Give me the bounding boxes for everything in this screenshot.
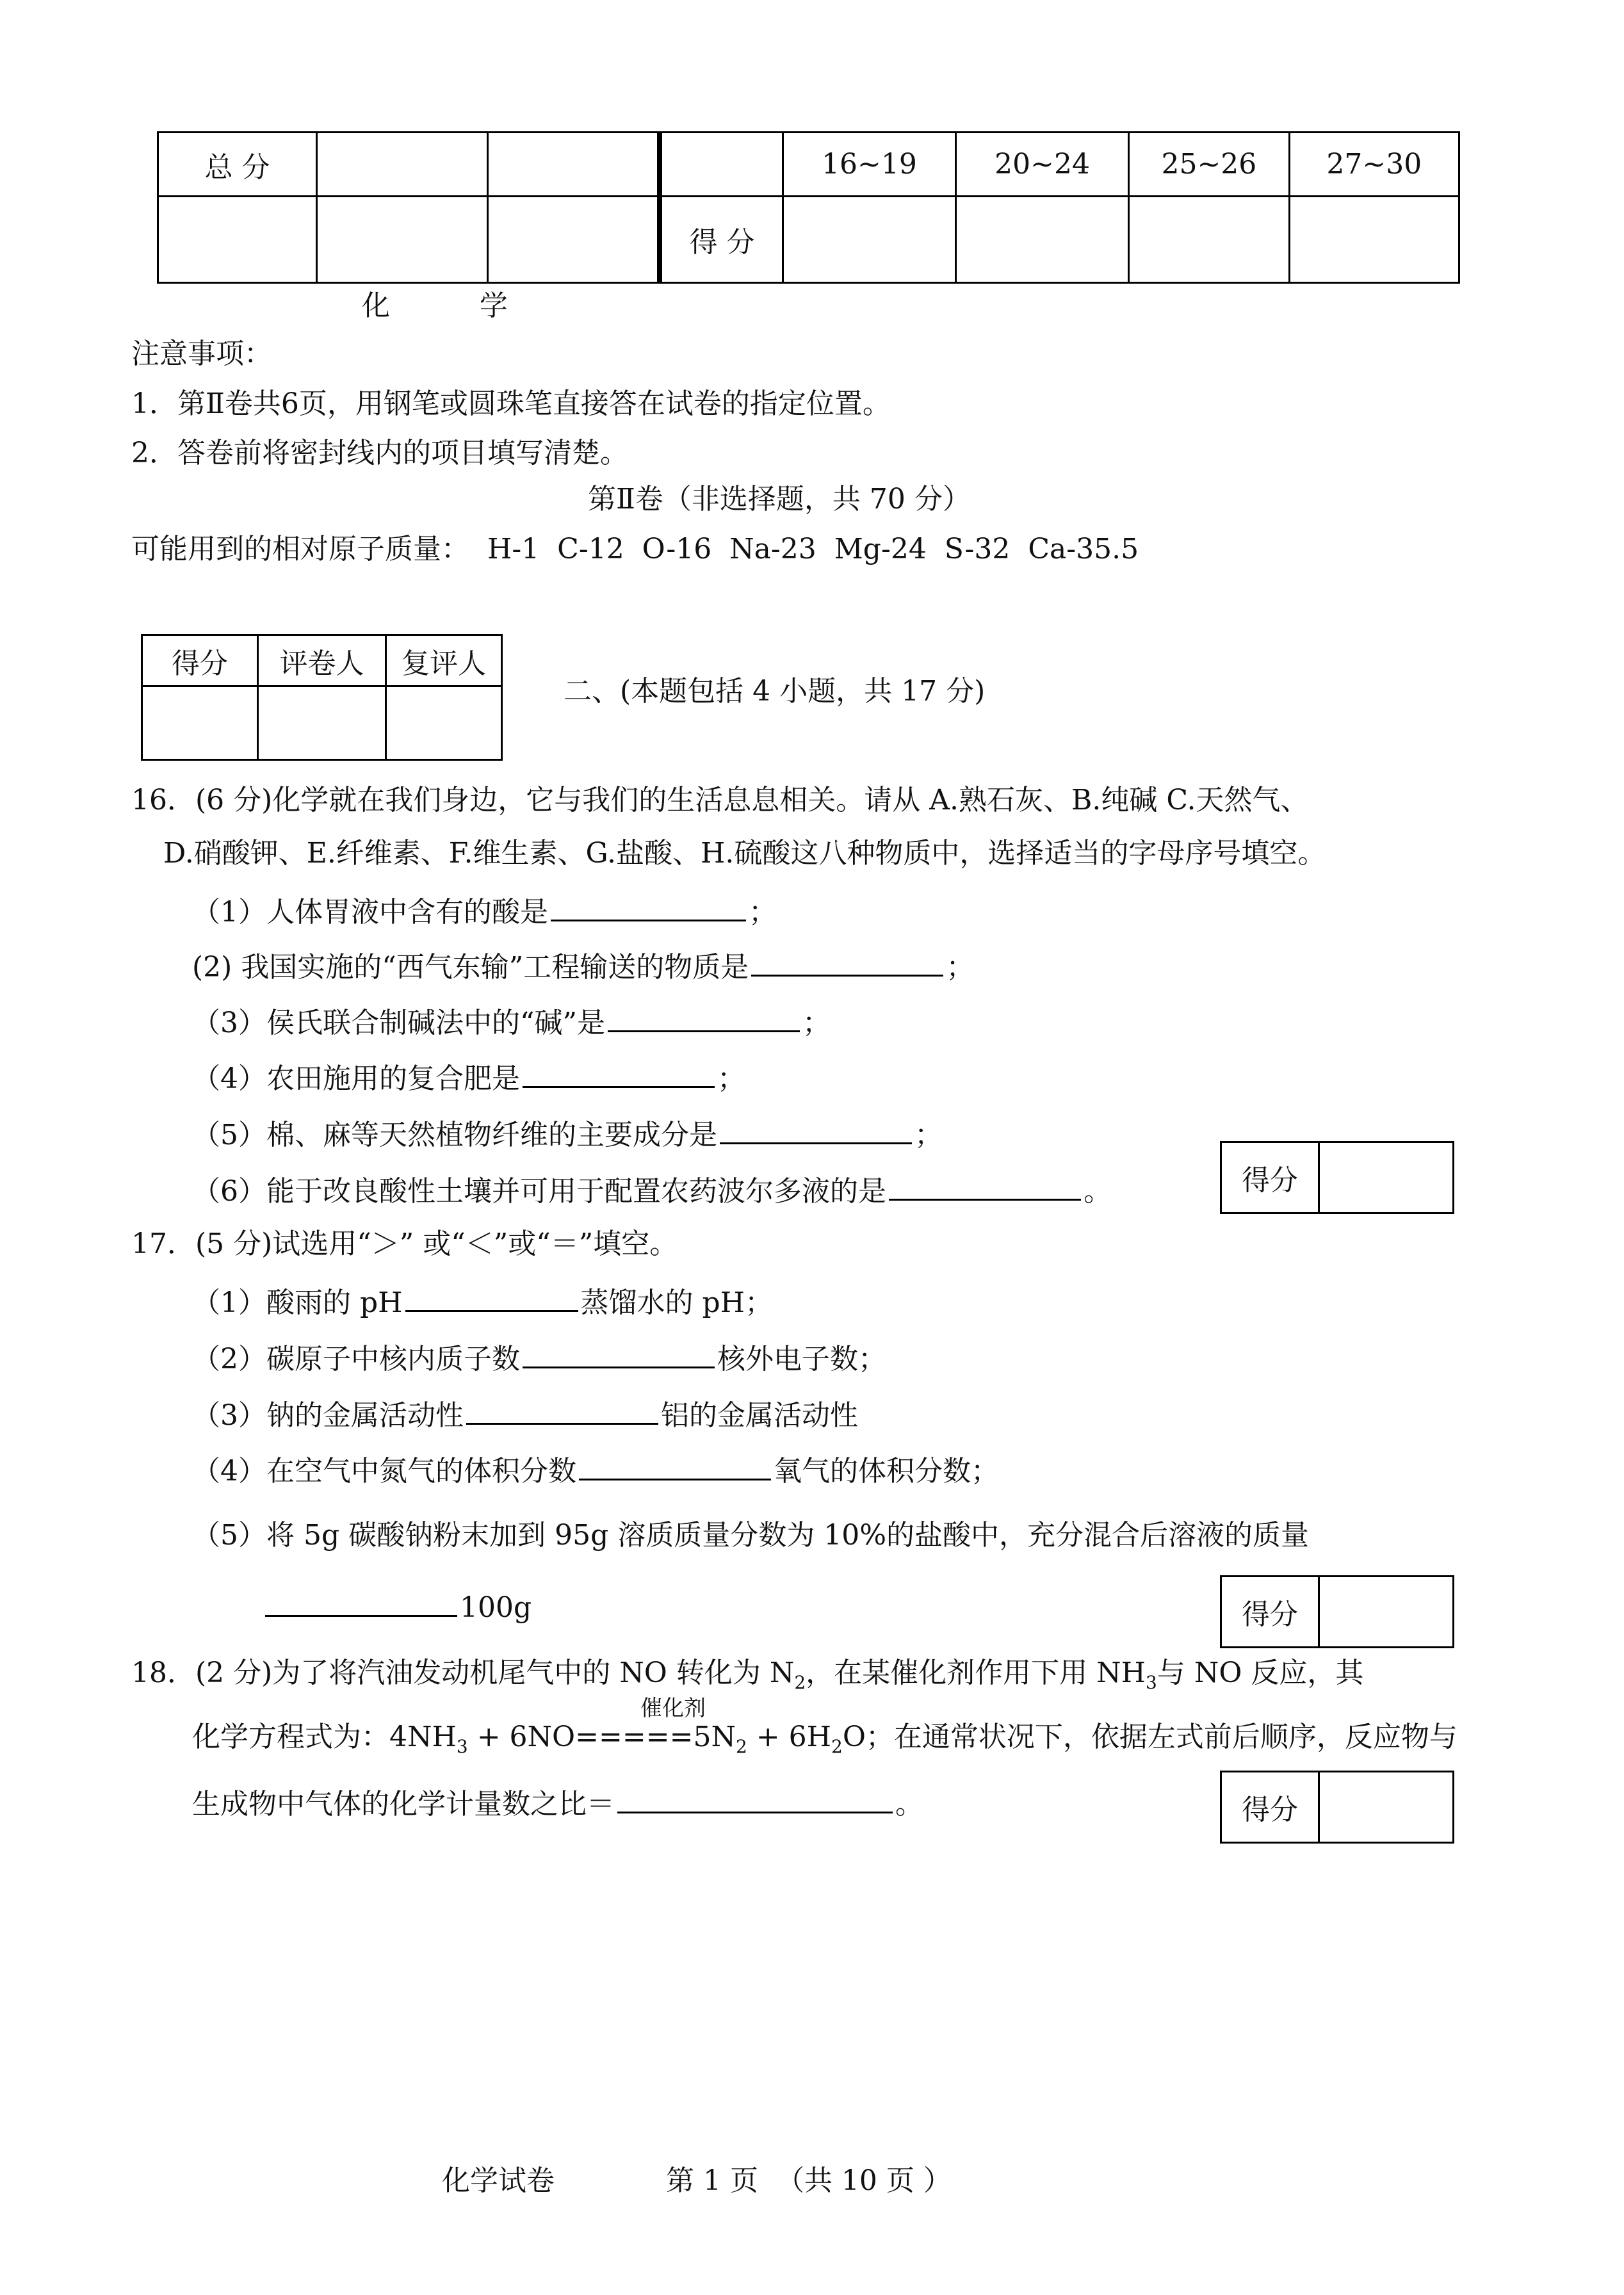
grader-header: 得分	[142, 635, 258, 686]
note-item: 1．第Ⅱ卷共6页，用钢笔或圆珠笔直接答在试卷的指定位置。	[131, 387, 891, 420]
range-cell: 27~30	[1289, 133, 1459, 197]
q18-line2: 化学方程式为：$4NH_3 + 6NO=====5N_2 + 6H_2O$；在通常状况下，依据左式前后顺序，反应物与	[192, 1721, 1458, 1757]
q16-item: （5）棉、麻等天然植物纤维的主要成分是 ；	[192, 1114, 943, 1153]
q16-item: （6）能于改良酸性土壤并可用于配置农药波尔多液的是 。	[192, 1171, 1112, 1210]
score-box-cell[interactable]	[1320, 1772, 1452, 1842]
q17-item: （1）酸雨的 pH 蒸馏水的 pH；	[192, 1282, 773, 1321]
footer-page: 第 1 页 （共 10 页 ）	[666, 2164, 952, 2197]
q16-stem: D.硝酸钾、E.纤维素、F.维生素、G.盐酸、H.硫酸这八种物质中，选择适当的字母序号填空。	[163, 837, 1326, 870]
range-cell: 16~19	[783, 133, 955, 197]
score-cell[interactable]	[1289, 197, 1459, 283]
header-score-table	[157, 131, 1460, 284]
q18-line1: 18．(2 分)为了将汽油发动机尾气中的 NO 转化为 $N_2$，在某催化剂作用下用 $NH_3$与 NO 反应，其	[131, 1657, 1364, 1693]
footer-name: 化学试卷	[442, 2164, 555, 2197]
section-title: 第Ⅱ卷（非选择题，共 70 分）	[588, 483, 971, 515]
answer-blank[interactable]	[265, 1587, 457, 1617]
grader-header: 复评人	[386, 635, 502, 686]
note-item: 2．答卷前将密封线内的项目填写清楚。	[131, 437, 628, 469]
answer-blank[interactable]	[551, 891, 746, 921]
score-box	[1220, 1771, 1454, 1844]
score-box-cell[interactable]	[1320, 1143, 1452, 1212]
q16-item: （1）人体胃液中含有的酸是 ；	[192, 891, 777, 930]
score-cell[interactable]	[955, 197, 1128, 283]
score-cell[interactable]	[1129, 197, 1290, 283]
grader-header: 评卷人	[257, 635, 386, 686]
blank-cell	[487, 133, 660, 197]
answer-blank[interactable]	[608, 1002, 800, 1032]
q17-item: （3）钠的金属活动性 铝的金属活动性	[192, 1395, 858, 1434]
answer-blank[interactable]	[751, 946, 943, 977]
atomic-masses: 可能用到的相对原子质量： H-1 C-12 O-16 Na-23 Mg-24 S-32 Ca-35.5	[131, 533, 1139, 565]
q17-stem: 17．(5 分)试选用“＞” 或“＜”或“＝”填空。	[131, 1228, 678, 1260]
total-label: 总 分	[158, 133, 317, 197]
grader-cell[interactable]	[386, 686, 502, 760]
part2-title: 二、(本题包括 4 小题，共 17 分)	[564, 675, 986, 708]
answer-blank[interactable]	[579, 1450, 771, 1480]
q17-item5: （5）将 5g 碳酸钠粉末加到 95g 溶质质量分数为 10%的盐酸中，充分混合后溶液的质量	[192, 1519, 1310, 1552]
range-cell: 20~24	[955, 133, 1128, 197]
blank-cell[interactable]	[158, 197, 317, 283]
score-box-label: 得分	[1222, 1577, 1320, 1646]
notes-heading: 注意事项：	[131, 337, 272, 370]
subject-title: 化 学	[362, 289, 508, 322]
q17-item: （2）碳原子中核内质子数 核外电子数；	[192, 1338, 886, 1377]
answer-blank[interactable]	[466, 1395, 658, 1425]
answer-blank[interactable]	[523, 1338, 715, 1368]
q18-line3: 生成物中气体的化学计量数之比＝ 。	[192, 1783, 923, 1822]
answer-blank[interactable]	[720, 1114, 912, 1144]
q17-item5: 100g	[263, 1587, 532, 1626]
score-box-label: 得分	[1222, 1772, 1320, 1842]
score-box-cell[interactable]	[1320, 1577, 1452, 1646]
answer-blank[interactable]	[523, 1058, 715, 1088]
grader-cell[interactable]	[142, 686, 258, 760]
q16-stem: 16．(6 分)化学就在我们身边，它与我们的生活息息相关。请从 A.熟石灰、B.纯碱 C.天然气、	[131, 784, 1309, 816]
q16-item: （4）农田施用的复合肥是 ；	[192, 1058, 745, 1097]
grader-table	[141, 634, 503, 761]
score-box-label: 得分	[1222, 1143, 1320, 1212]
answer-blank[interactable]	[405, 1282, 578, 1312]
grader-cell[interactable]	[257, 686, 386, 760]
score-label: 得 分	[660, 197, 783, 283]
catalyst-label: 催化剂	[640, 1696, 706, 1721]
answer-blank[interactable]	[889, 1171, 1081, 1201]
score-box	[1220, 1141, 1454, 1214]
blank-cell	[660, 133, 783, 197]
score-cell[interactable]	[783, 197, 955, 283]
score-box	[1220, 1575, 1454, 1648]
q17-item: （4）在空气中氮气的体积分数 氧气的体积分数；	[192, 1450, 999, 1489]
range-cell: 25~26	[1129, 133, 1290, 197]
q16-item: (2) 我国实施的“西气东输”工程输送的物质是 ；	[192, 946, 974, 985]
answer-blank[interactable]	[617, 1783, 893, 1813]
q16-item: （3）侯氏联合制碱法中的“碱”是 ；	[192, 1002, 831, 1041]
blank-cell[interactable]	[487, 197, 660, 283]
blank-cell[interactable]	[317, 197, 488, 283]
blank-cell	[317, 133, 488, 197]
